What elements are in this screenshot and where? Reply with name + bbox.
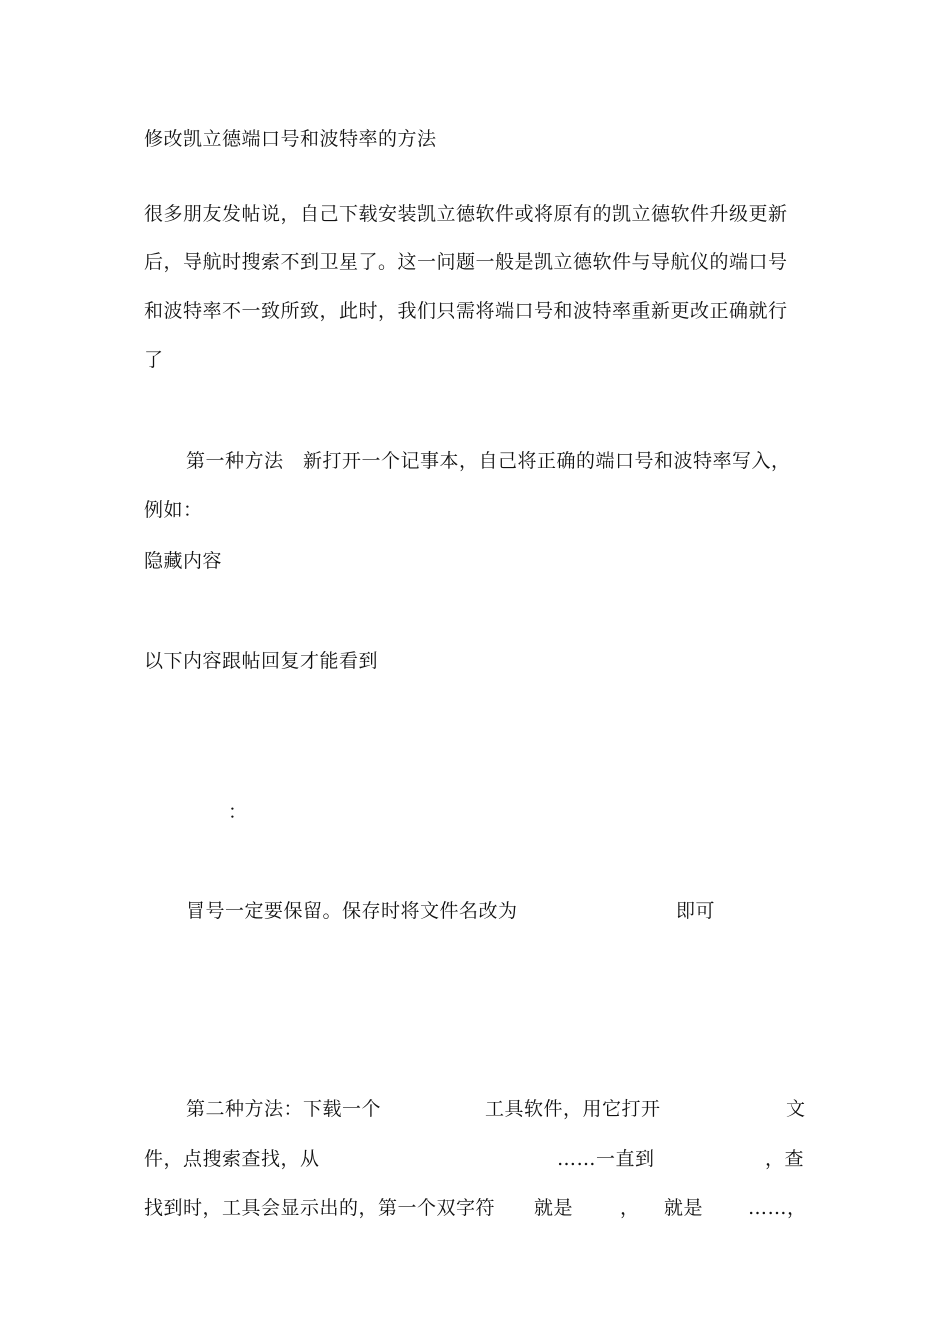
method2-line1-c: 文 bbox=[786, 1098, 806, 1120]
method2-line3-d: 就是 bbox=[664, 1197, 704, 1219]
save-note-part-2: 即可 bbox=[676, 900, 716, 922]
intro-line-1: 很多朋友发帖说，自己下载安装凯立德软件或将原有的凯立德软件升级更新 bbox=[144, 203, 788, 225]
method1-line-2: 例如： bbox=[144, 499, 203, 521]
colon-mark: ： bbox=[228, 801, 248, 823]
document-title: 修改凯立德端口号和波特率的方法 bbox=[144, 128, 437, 150]
method1-line-1: 第一种方法 新打开一个记事本，自己将正确的端口号和波特率写入， bbox=[186, 450, 791, 472]
method2-line2-a: 件，点搜索查找，从 bbox=[144, 1148, 320, 1170]
reply-note: 以下内容跟帖回复才能看到 bbox=[144, 650, 379, 672]
method2-line2-b: ……一直到 bbox=[557, 1148, 655, 1170]
hidden-content-label: 隐藏内容 bbox=[144, 550, 223, 572]
method2-line3-e: ……， bbox=[748, 1197, 807, 1219]
intro-line-4: 了 bbox=[144, 349, 164, 371]
method2-line3-a: 找到时，工具会显示出的，第一个双字符 bbox=[144, 1197, 496, 1219]
intro-line-2: 后，导航时搜索不到卫星了。这一问题一般是凯立德软件与导航仪的端口号 bbox=[144, 251, 788, 273]
intro-line-3: 和波特率不一致所致，此时，我们只需将端口号和波特率重新更改正确就行 bbox=[144, 300, 788, 322]
method2-line3-c: ， bbox=[620, 1197, 640, 1219]
method2-line1-a: 第二种方法：下载一个 bbox=[186, 1098, 382, 1120]
method2-line1-b: 工具软件，用它打开 bbox=[485, 1098, 661, 1120]
method2-line2-c: ，查 bbox=[765, 1148, 805, 1170]
method2-line3-b: 就是 bbox=[534, 1197, 574, 1219]
save-note-part-1: 冒号一定要保留。保存时将文件名改为 bbox=[186, 900, 518, 922]
